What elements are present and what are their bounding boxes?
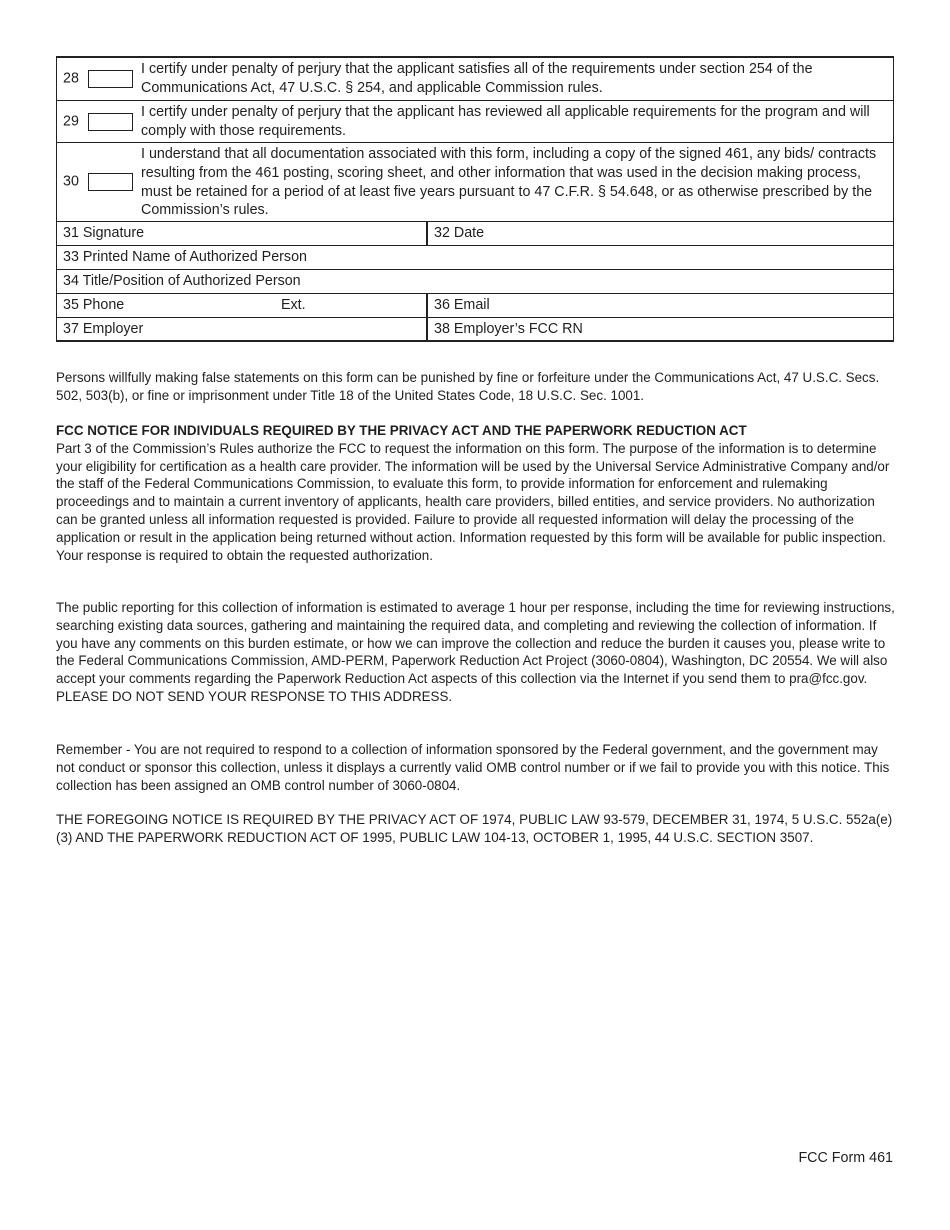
remember-statement: Remember - You are not required to respond to a collection of information sponsored by the Federal government, and the government may not conduct or sponsor this collection, unless it displays a currently valid OMB control number or if we fail to provide you with this notice. This collection has been assigned an OMB control number of 3060-0804. (56, 742, 890, 793)
certification-text: I certify under penalty of perjury that the applicant has reviewed all applicable requirements for the program and will comply with those requirements. (141, 104, 870, 139)
foregoing-notice: THE FOREGOING NOTICE IS REQUIRED BY THE PRIVACY ACT OF 1974, PUBLIC LAW 93-579, DECEMBER 31, 1974, 5 U.S.C. 552a(e)(3) AND THE PAPERWORK REDUCTION ACT OF 1995, PUBLIC LAW 104-13, OCTOBER 1, 1995, 44 U.S.C. SECTION 3507. (56, 812, 893, 845)
phone-email-row (57, 294, 893, 318)
phone-field[interactable] (57, 294, 428, 317)
item-number: 29 (63, 113, 79, 130)
date-field[interactable]: 32 Date (434, 225, 485, 241)
certification-table (56, 56, 894, 342)
employer-row (57, 318, 893, 342)
privacy-notice-title: FCC NOTICE FOR INDIVIDUALS REQUIRED BY THE PRIVACY ACT AND THE PAPERWORK REDUCTION ACT (56, 423, 747, 438)
printed-name-field[interactable]: 33 Printed Name of Authorized Person (63, 249, 307, 265)
certification-checkbox-29[interactable] (88, 113, 133, 131)
employer-fcc-rn-field[interactable]: 38 Employer’s FCC RN (434, 321, 583, 337)
form-footer: FCC Form 461 (798, 1150, 893, 1166)
penalty-statement: Persons willfully making false statements on this form can be punished by fine or forfeiture under the Communications Act, 47 U.S.C. Secs. 502, 503(b), or fine or imprisonment under Title 18 of the United States Code, 18 U.S.C. Sec. 1001. (56, 370, 880, 403)
certification-row-29 (57, 101, 893, 143)
email-field[interactable]: 36 Email (434, 297, 490, 313)
certification-text: I understand that all documentation associated with this form, including a copy of the signed 461, any bids/ contracts resulting from the 461 posting, scoring sheet, and other information that was used in the decision making process, must be retained for a period of at least five years pursuant to 47 C.F.R. § 54.648, or as otherwise prescribed by the Commission’s rules. (141, 146, 877, 219)
signature-date-row (57, 222, 893, 246)
privacy-notice-body: Part 3 of the Commission’s Rules authorize the FCC to request the information on this form. The purpose of the information is to determine your eligibility for certification as a health care provider. The information will be used by the Universal Service Administrative Company and/or the staff of the Federal Communications Commission, to evaluate this form, to provide information for enforcement and rulemaking proceedings and to maintain a current inventory of applicants, health care providers, billed entities, and service providers. No authorization can be granted unless all information requested is provided. Failure to provide all requested information will delay the processing of the application or result in the application being returned without action. Information requested by this form will be available for public inspection. Your response is required to obtain the requested authorization. (56, 440, 890, 563)
phone-label: 35 Phone (63, 297, 125, 313)
burden-statement: The public reporting for this collection of information is estimated to average 1 hour per response, including the time for reviewing instructions, searching existing data sources, gathering and maintaining the required data, and completing and reviewing the collection of information. If you have any comments on this burden estimate, or how we can improve the collection and reduce the burden it causes you, please write to the Federal Communications Commission, AMD-PERM, Paperwork Reduction Act Project (3060-0804), Washington, DC 20554. We will also accept your comments regarding the Paperwork Reduction Act aspects of this collection via the Internet if you send them to pra@fcc.gov. PLEASE DO NOT SEND YOUR RESPONSE TO THIS ADDRESS. (56, 600, 895, 704)
employer-field[interactable]: 37 Employer (57, 318, 428, 340)
signature-field[interactable]: 31 Signature (57, 222, 428, 245)
certification-text: I certify under penalty of perjury that the applicant satisfies all of the requirements under section 254 of the Communications Act, 47 U.S.C. § 254, and applicable Commission rules. (141, 61, 813, 96)
ext-label: Ext. (281, 297, 306, 313)
item-number: 28 (63, 70, 79, 87)
item-number: 30 (63, 173, 79, 190)
certification-checkbox-30[interactable] (88, 173, 133, 191)
certification-row-30 (57, 143, 893, 222)
title-position-row (57, 270, 893, 294)
printed-name-row (57, 246, 893, 270)
privacy-notice (56, 422, 898, 564)
certification-checkbox-28[interactable] (88, 70, 133, 88)
certification-row-28 (57, 58, 893, 101)
title-position-field[interactable]: 34 Title/Position of Authorized Person (63, 273, 301, 289)
